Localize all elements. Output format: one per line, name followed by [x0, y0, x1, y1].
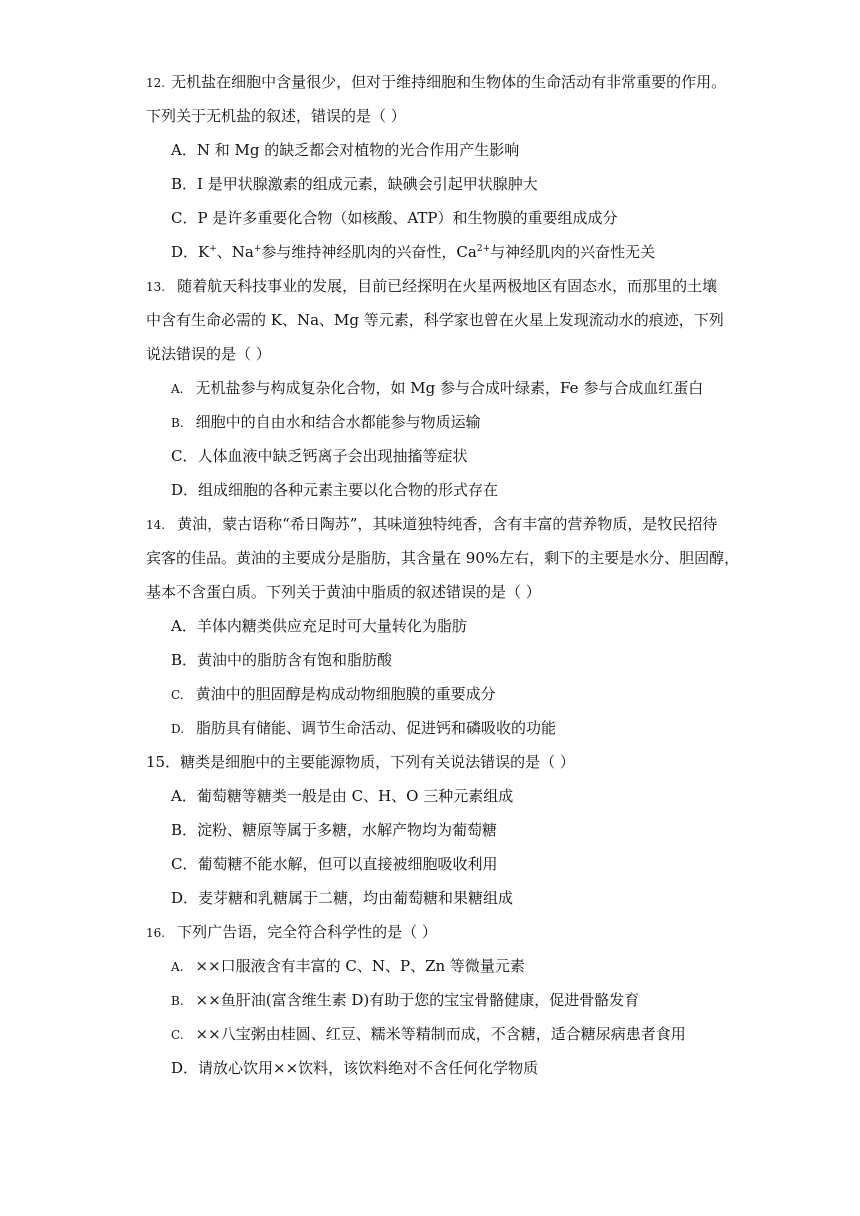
question-text: 下列广告语，完全符合科学性的是（ ）: [177, 923, 437, 941]
option-label: B．: [171, 175, 198, 193]
option-label: B.: [171, 994, 184, 1008]
question-15-option-b: [171, 820, 497, 840]
option-label: C.: [171, 688, 184, 702]
option-text: I 是甲状腺激素的组成元素，缺碘会引起甲状腺肿大: [197, 175, 538, 193]
option-text: ××口服液含有丰富的 C、N、P、Zn 等微量元素: [195, 957, 525, 975]
option-label: B．: [171, 651, 198, 669]
question-13-line-1: [146, 276, 717, 297]
question-number: 16.: [146, 926, 166, 940]
question-text: 宾客的佳品。黄油的主要成分是脂肪，其含量在 90%左右，剩下的主要是水分、胆固醇，: [146, 549, 740, 567]
question-13-option-a: [171, 378, 703, 399]
question-16-option-c: [171, 1024, 686, 1045]
option-text: K: [198, 243, 210, 261]
question-12-option-c: [171, 208, 617, 228]
option-label: C．: [171, 209, 198, 227]
question-16-option-a: [171, 956, 525, 977]
question-14-line-1: [146, 514, 717, 535]
option-text: 参与维持神经肌肉的兴奋性，Ca: [261, 243, 477, 261]
superscript: +: [209, 244, 217, 254]
question-13-option-d: [171, 480, 498, 500]
question-text: 下列关于无机盐的叙述，错误的是（ ）: [146, 107, 406, 125]
option-label: B．: [171, 821, 198, 839]
question-text: 糖类是细胞中的主要能源物质，下列有关说法错误的是（ ）: [180, 753, 575, 771]
question-text: 随着航天科技事业的发展，目前已经探明在火星两极地区有固态水，而那里的土壤: [177, 277, 718, 295]
option-label: C.: [171, 1028, 184, 1042]
question-number: 15．: [146, 753, 181, 771]
option-text: N 和 Mg 的缺乏都会对植物的光合作用产生影响: [196, 141, 520, 159]
question-16-line-1: [146, 922, 437, 943]
option-label: A．: [171, 787, 197, 805]
option-label: D．: [171, 889, 199, 907]
option-label: B.: [171, 416, 184, 430]
option-label: D．: [171, 481, 199, 499]
question-12-option-d: [171, 242, 655, 262]
option-label: A.: [171, 382, 184, 396]
question-13-line-3: [146, 344, 271, 364]
option-label: D．: [171, 243, 199, 261]
option-text: 人体血液中缺乏钙离子会出现抽搐等症状: [197, 447, 468, 465]
question-14-line-3: [146, 582, 541, 602]
superscript: 2+: [476, 244, 491, 254]
option-label: A．: [171, 141, 197, 159]
question-text: 中含有生命必需的 K、Na、Mg 等元素，科学家也曾在火星上发现流动水的痕迹，下列: [146, 311, 724, 329]
option-label: A.: [171, 960, 184, 974]
option-text: ××八宝粥由桂圆、红豆、糯米等精制而成，不含糖，适合糖尿病患者食用: [195, 1025, 686, 1043]
question-12-option-b: [171, 174, 538, 194]
question-14-option-a: [171, 616, 467, 636]
option-label: D．: [171, 1059, 199, 1077]
option-text: ××鱼肝油(富含维生素 D)有助于您的宝宝骨骼健康，促进骨骼发育: [195, 991, 640, 1009]
option-text: 脂肪具有储能、调节生命活动、促进钙和磷吸收的功能: [196, 719, 557, 737]
question-12-line-2: [146, 106, 406, 126]
superscript: +: [253, 244, 262, 254]
question-text: 无机盐在细胞中含量很少，但对于维持细胞和生物体的生命活动有非常重要的作用。: [171, 73, 727, 91]
option-text: 组成细胞的各种元素主要以化合物的形式存在: [198, 481, 499, 499]
question-number: 12.: [146, 76, 166, 90]
question-15-option-c: [171, 854, 498, 874]
option-text: 细胞中的自由水和结合水都能参与物质运输: [195, 413, 481, 431]
question-text: 基本不含蛋白质。下列关于黄油中脂质的叙述错误的是（ ）: [146, 583, 541, 601]
option-text: 与神经肌肉的兴奋性无关: [490, 243, 656, 261]
option-text: 淀粉、糖原等属于多糖，水解产物均为葡萄糖: [197, 821, 498, 839]
option-text: 黄油中的胆固醇是构成动物细胞膜的重要成分: [195, 685, 496, 703]
option-label: A．: [171, 617, 197, 635]
option-text: 黄油中的脂肪含有饱和脂肪酸: [197, 651, 393, 669]
question-16-option-b: [171, 990, 639, 1011]
question-15-option-a: [171, 786, 513, 806]
question-16-option-d: [171, 1058, 538, 1078]
option-text: 请放心饮用××饮料，该饮料绝对不含任何化学物质: [198, 1059, 539, 1077]
question-14-option-d: [171, 718, 556, 739]
question-13-option-c: [171, 446, 468, 466]
question-text: 黄油，蒙古语称“希日陶苏”，其味道独特纯香，含有丰富的营养物质，是牧民招待: [177, 515, 718, 533]
question-13-option-b: [171, 412, 481, 433]
option-text: 麦芽糖和乳糖属于二糖，均由葡萄糖和果糖组成: [198, 889, 514, 907]
question-15-option-d: [171, 888, 513, 908]
question-13-line-2: [146, 310, 724, 330]
option-label: C．: [171, 855, 198, 873]
option-text: 、Na: [216, 243, 254, 261]
option-label: C．: [171, 447, 198, 465]
option-text: 葡萄糖等糖类一般是由 C、H、O 三种元素组成: [196, 787, 514, 805]
question-number: 14.: [146, 518, 166, 532]
option-text: 无机盐参与构成复杂化合物，如 Mg 参与合成叶绿素，Fe 参与合成血红蛋白: [195, 379, 704, 397]
question-12-line-1: [146, 72, 726, 93]
question-12-option-a: [171, 140, 519, 160]
question-14-option-c: [171, 684, 496, 705]
question-number: 13.: [146, 280, 166, 294]
option-text: P 是许多重要化合物（如核酸、ATP）和生物膜的重要组成成分: [197, 209, 618, 227]
question-14-line-2: [146, 548, 739, 568]
question-15-line-1: [146, 752, 575, 772]
question-text: 说法错误的是（ ）: [146, 345, 271, 363]
option-label: D.: [171, 722, 185, 736]
option-text: 羊体内糖类供应充足时可大量转化为脂肪: [196, 617, 467, 635]
question-14-option-b: [171, 650, 392, 670]
option-text: 葡萄糖不能水解，但可以直接被细胞吸收利用: [197, 855, 498, 873]
